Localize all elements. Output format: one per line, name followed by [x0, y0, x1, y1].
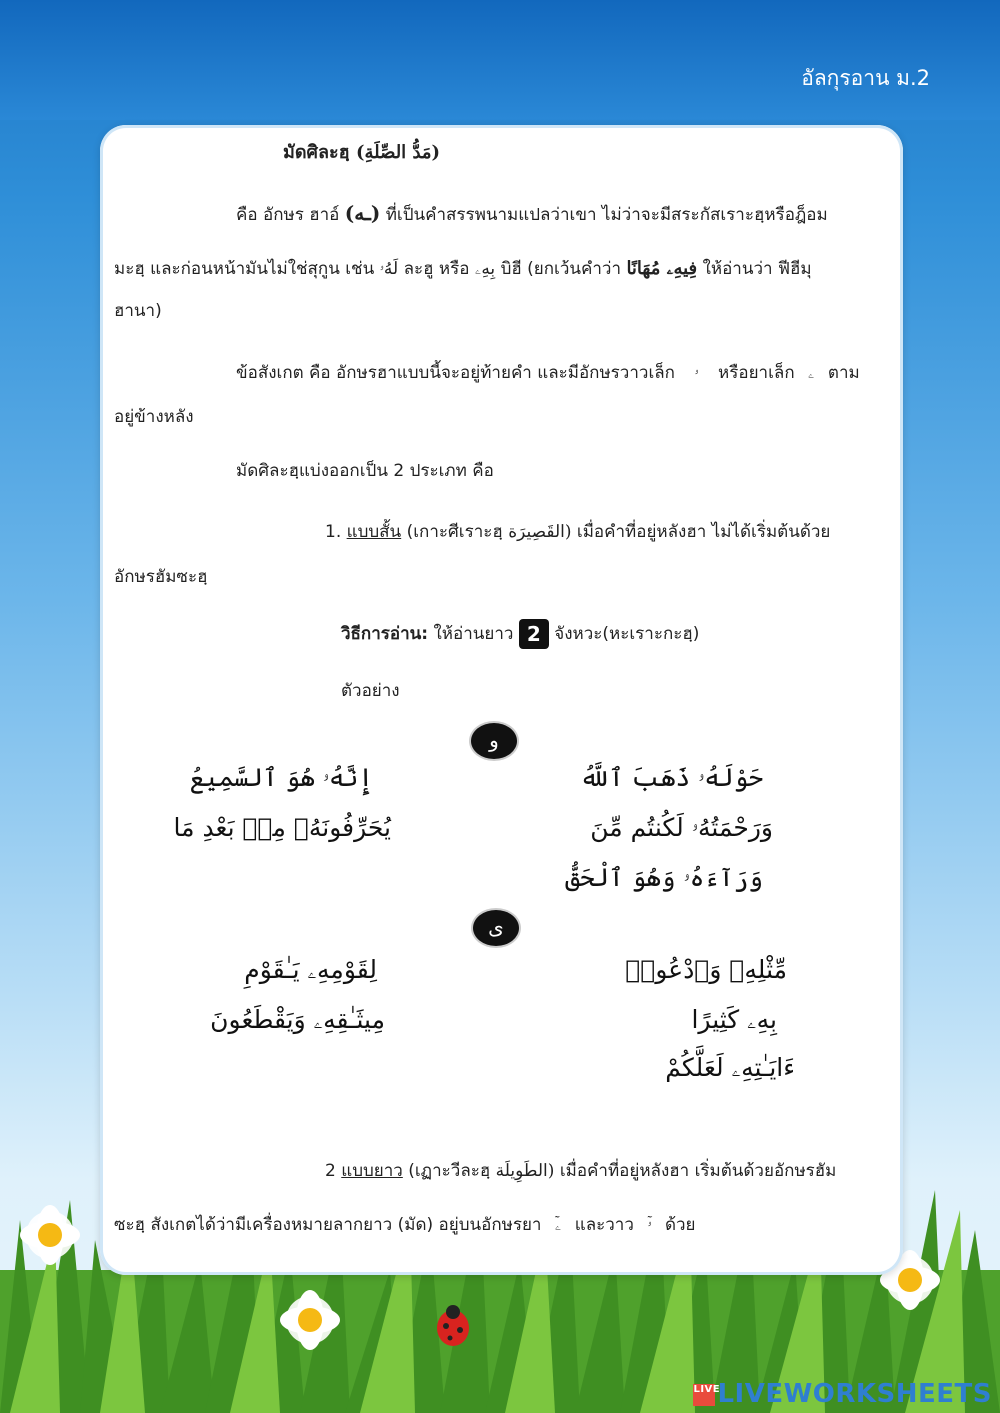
para2-line1: [236, 359, 860, 386]
type2-waw-madd: ۥٓ: [647, 1215, 652, 1235]
para2-text-a: ข้อสังเกต คือ อักษรฮาแบบนี้จะอยู่ท้ายคำ และมีอักษรวาวเล็ก: [236, 363, 675, 383]
method-text-a: ให้อ่านยาว: [433, 624, 514, 644]
ya-example-right-1: مِّثْلِهِۦ وَٱدْعُوا۟: [625, 955, 787, 984]
type2-line2: [114, 1211, 696, 1238]
para1-line2-a: มะฮฺ และก่อนหน้ามันไม่ใช่สุกูน เช่น: [114, 259, 375, 279]
ya-example-right-3: ءَايَـٰتِهِۦ لَعَلَّكُمْ: [665, 1053, 795, 1082]
type1-name: แบบสั้น: [346, 522, 402, 542]
para2-text-b: หรือยาเล็ก: [718, 363, 795, 383]
para1-arabic-bihi: بِهِۦ: [474, 259, 496, 279]
type2-line1: [325, 1157, 836, 1184]
type1-line1: [325, 518, 830, 545]
ya-example-left-1: لِقَوْمِهِۦ يَـٰقَوْمِ: [244, 955, 377, 984]
type2-number: 2: [325, 1161, 336, 1181]
type2-line2-c: ด้วย: [664, 1215, 696, 1235]
type1-detail-b: เมื่อคำที่อยู่หลังฮา ไม่ได้เริ่มต้นด้วย: [576, 522, 831, 542]
type2-ya-madd: ۦٓ: [554, 1215, 562, 1235]
para1-text-b: ที่เป็นคำสรรพนามแปลว่าเขา ไม่ว่าจะมีสระกัสเราะฮฺหรือฎ็อม: [385, 205, 828, 225]
type1-arabic: (القَصِيرَة: [508, 522, 572, 542]
type2-line2-a: ซะฮฺ สังเกตได้ว่ามีเครื่องหมายลากยาว (มัด) อยู่บนอักษรยา: [114, 1215, 542, 1235]
method-label: วิธีการอ่าน:: [341, 624, 429, 644]
para1-text-a: คือ อักษร ฮาอ์: [236, 205, 340, 225]
para2-line2: อยู่ข้างหลัง: [114, 407, 194, 427]
ya-example-left-2: مِيثَـٰقِهِۦ وَيَقْطَعُونَ: [210, 1005, 385, 1034]
para1-line1: [236, 201, 828, 228]
para1-line2-b: ละฮู หรือ: [403, 259, 470, 279]
title-thai: มัดศิละฮฺ: [283, 142, 350, 163]
para2-small-ya: ۦ: [808, 363, 815, 383]
logo-badge: LIVE: [693, 1384, 715, 1406]
ya-example-right-2: بِهِۦ كَثِيرًا: [691, 1005, 777, 1034]
type1-number: 1.: [325, 522, 342, 542]
waw-marker: و: [471, 723, 517, 759]
type2-detail-a: (เฏาะวีละฮฺ: [408, 1161, 491, 1181]
waw-example-right-1: حَوْلَهُۥ ذَهَبَ ٱللَّهُ: [579, 763, 763, 792]
header-title: อัลกุรอาน ม.2: [801, 66, 930, 90]
type2-arabic: (الطَوِيلَة: [495, 1161, 555, 1181]
para1-line2: [114, 255, 812, 282]
count-badge: 2: [519, 619, 549, 649]
example-label: ตัวอย่าง: [341, 681, 400, 701]
para1-arabic-fihi: فِيهِۦ مُهَانًا: [626, 258, 698, 279]
type2-line2-b: และวาว: [574, 1215, 634, 1235]
waw-example-left-2: يُحَرِّفُونَهُۥ مِنۢ بَعْدِ مَا: [173, 813, 391, 842]
ya-marker: ی: [473, 910, 519, 946]
liveworksheets-logo[interactable]: [693, 1379, 992, 1409]
para2-small-waw: ۥ: [694, 363, 699, 383]
section-title: [283, 137, 440, 166]
para2-text-c: ตาม: [827, 363, 860, 383]
para1-line3: ฮานา): [114, 301, 162, 321]
waw-example-right-2: وَرَحْمَتُهُۥ لَكُنتُم مِّنَ: [590, 813, 773, 842]
title-arabic: (مَدُّ الصِّلَةِ): [355, 142, 441, 163]
para1-arabic-ha: (ـه): [344, 201, 381, 225]
reading-method: [341, 619, 699, 649]
type2-detail-b: เมื่อคำที่อยู่หลังฮา เริ่มต้นด้วยอักษรฮัม: [559, 1161, 837, 1181]
logo-text: LIVEWORKSHEETS: [717, 1379, 992, 1409]
para1-line2-c: บิฮี (ยกเว้นคำว่า: [500, 259, 622, 279]
para1-line2-d: ให้อ่านว่า ฟีฮีมุ: [702, 259, 812, 279]
para3: มัดศิละฮฺแบ่งออกเป็น 2 ประเภท คือ: [236, 461, 494, 481]
type2-name: แบบยาว: [341, 1161, 403, 1181]
type1-detail-a: (เกาะศีเราะฮฺ: [406, 522, 503, 542]
type1-line2: อักษรฮัมซะฮฺ: [114, 567, 208, 587]
para1-arabic-lahu: لَهُۥ: [379, 259, 399, 279]
top-banner: [0, 0, 1000, 120]
content-card: [100, 125, 903, 1275]
waw-example-right-3: وَرَآءَهُۥ وَهُوَ ٱلْحَقُّ: [565, 863, 763, 892]
waw-example-left-1: إِنَّهُۥ هُوَ ٱلسَّمِيعُ: [189, 763, 373, 792]
method-text-b: จังหวะ(หะเราะกะฮฺ): [554, 624, 700, 644]
